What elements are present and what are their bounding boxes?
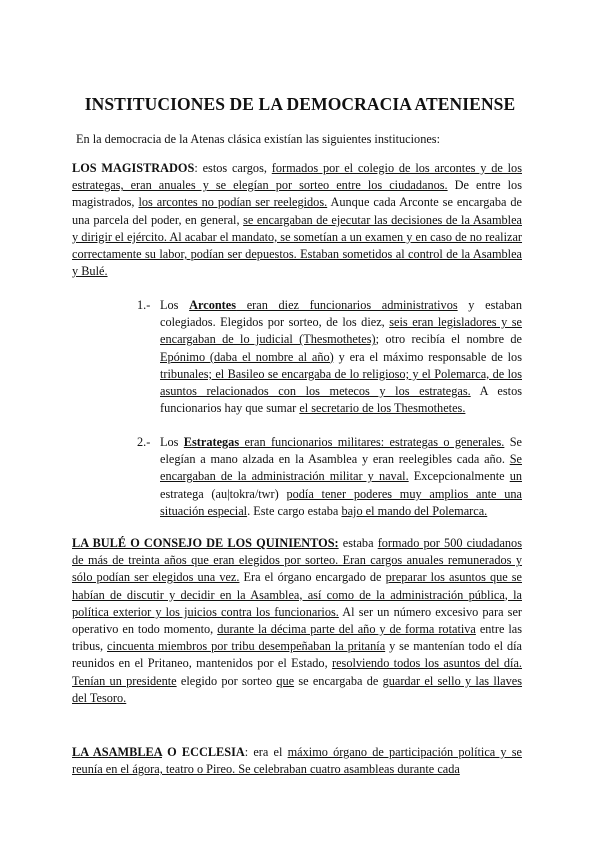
section-magistrados: LOS MAGISTRADOS: estos cargos, formados por el colegio de los arcontes y de los estrategas, eran anuales y se elegían por sorteo entre los ciudadanos. De entre los magistrados, los arcontes no podían ser reelegidos. Aunque cada Arconte se encargaba de una parcela del poder, en general, se encargaban de ejecutar las decisiones de la Asamblea y dirigir el ejército. Al acabar el mandato, se sometían a un examen y en caso de no realizar correctamente su labor, podían ser depuestos. Estaban sometidos al control de la Asamblea y Bulé. <box>72 161 523 279</box>
list-number-2: 2.- <box>137 435 151 449</box>
intro-paragraph: En la democracia de la Atenas clásica existían las siguientes instituciones: <box>76 132 441 146</box>
term-arcontes: Arcontes <box>189 298 237 312</box>
list-item-estrategas: Los Estrategas eran funcionarios militares: estrategas o generales. Se elegían a mano alzada en la Asamblea y eran reelegibles cada año. Se encargaban de la administración militar y naval. Excepcionalmente un estratega (au|tokra/twr) podía tener poderes muy amplios ante una situación especial. Este cargo estaba bajo el mando del Polemarca. <box>160 435 522 518</box>
section-heading-asamblea: LA ASAMBLEA <box>72 745 162 759</box>
list-number-1: 1.- <box>137 298 151 312</box>
list-item-arcontes: Los Arcontes eran diez funcionarios administrativos y estaban colegiados. Elegidos por sorteo, de los diez, seis eran legisladores y se encargaban de lo judicial (Thesmothetes); otro recibía el nombre de Epónimo (daba el nombre al año) y era el máximo responsable de los tribunales; el Basileo se encargaba de lo religioso; y el Polemarca, de los asuntos relacionados con los metecos y los estrategas. A estos funcionarios hay que sumar el secretario de los Thesmothetes. <box>160 298 523 416</box>
section-bule: LA BULÉ O CONSEJO DE LOS QUINIENTOS: estaba formado por 500 ciudadanos de más de treinta años que eran elegidos por sorteo. Eran cargos anuales remunerados y sólo podían ser elegidos una vez. Era el órgano encargado de preparar los asuntos que se habían de discutir y decidir en la Asamblea, así como de la administración pública, la política exterior y los juicios contra los funcionarios. Al ser un número excesivo para ser operativo en todo momento, durante la décima parte del año y de forma rotativa entre las tribus, cincuenta miembros por tribu desempeñaban la pritanía y se mantenían todo el día reunidos en el Pritaneo, mantenidos por el Estado, resolviendo todos los asuntos del día. Tenían un presidente elegido por sorteo que se encargaba de guardar el sello y las llaves del Tesoro. <box>72 536 523 705</box>
section-heading-magistrados: LOS MAGISTRADOS <box>72 161 195 175</box>
section-asamblea: LA ASAMBLEA O ECCLESIA: era el máximo órgano de participación política y se reunía en el ágora, teatro o Pireo. Se celebraban cuatro asambleas durante cada <box>72 745 522 777</box>
page-title: INSTITUCIONES DE LA DEMOCRACIA ATENIENSE <box>84 94 516 114</box>
section-heading-bule: LA BULÉ O CONSEJO DE LOS QUINIENTOS: <box>72 536 339 550</box>
term-estrategas: Estrategas <box>183 435 240 449</box>
